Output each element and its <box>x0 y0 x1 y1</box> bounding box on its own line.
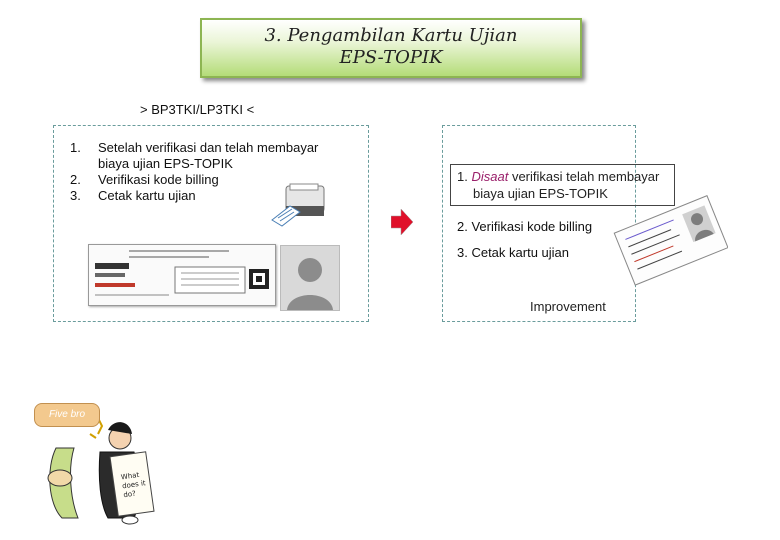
improvement-label: Improvement <box>530 299 606 314</box>
right-step-1-line2: biaya ujian EPS-TOPIK <box>473 186 608 201</box>
right-step-1-number: 1. <box>457 169 468 184</box>
left-step-2-number: 2. <box>70 172 81 187</box>
exam-ticket-image <box>612 193 728 298</box>
svg-text:do?: do? <box>122 489 137 500</box>
svg-text:does it: does it <box>121 479 147 491</box>
left-step-3-number: 3. <box>70 188 81 203</box>
left-step-1 <box>70 140 328 172</box>
left-step-2-text: Verifikasi kode billing <box>98 172 219 187</box>
arrow-right-icon <box>391 209 413 240</box>
right-step-1-text: verifikasi telah membayar <box>511 169 660 184</box>
left-step-3-text: Cetak kartu ujian <box>98 188 196 203</box>
speech-bubble: Five bro <box>34 403 100 427</box>
exam-card-image <box>88 244 276 306</box>
slide-title-line2: EPS-TOPIK <box>339 47 443 68</box>
right-step-3: 3. Cetak kartu ujian <box>457 245 570 260</box>
right-step-1-highlight: Disaat <box>471 169 509 184</box>
slide-title-box <box>200 18 582 78</box>
photo-placeholder <box>280 245 340 311</box>
left-step-1-number: 1. <box>70 140 81 155</box>
slide-title-line1: 3. Pengambilan Kartu Ujian <box>264 25 518 46</box>
subtitle-office: > BP3TKI/LP3TKI < <box>140 102 255 117</box>
right-step-2: 2. Verifikasi kode billing <box>457 219 593 234</box>
left-step-1-text: Setelah verifikasi dan telah membayar biaya ujian EPS-TOPIK <box>98 140 319 171</box>
printer-icon <box>270 180 330 235</box>
svg-text:What: What <box>120 470 140 482</box>
